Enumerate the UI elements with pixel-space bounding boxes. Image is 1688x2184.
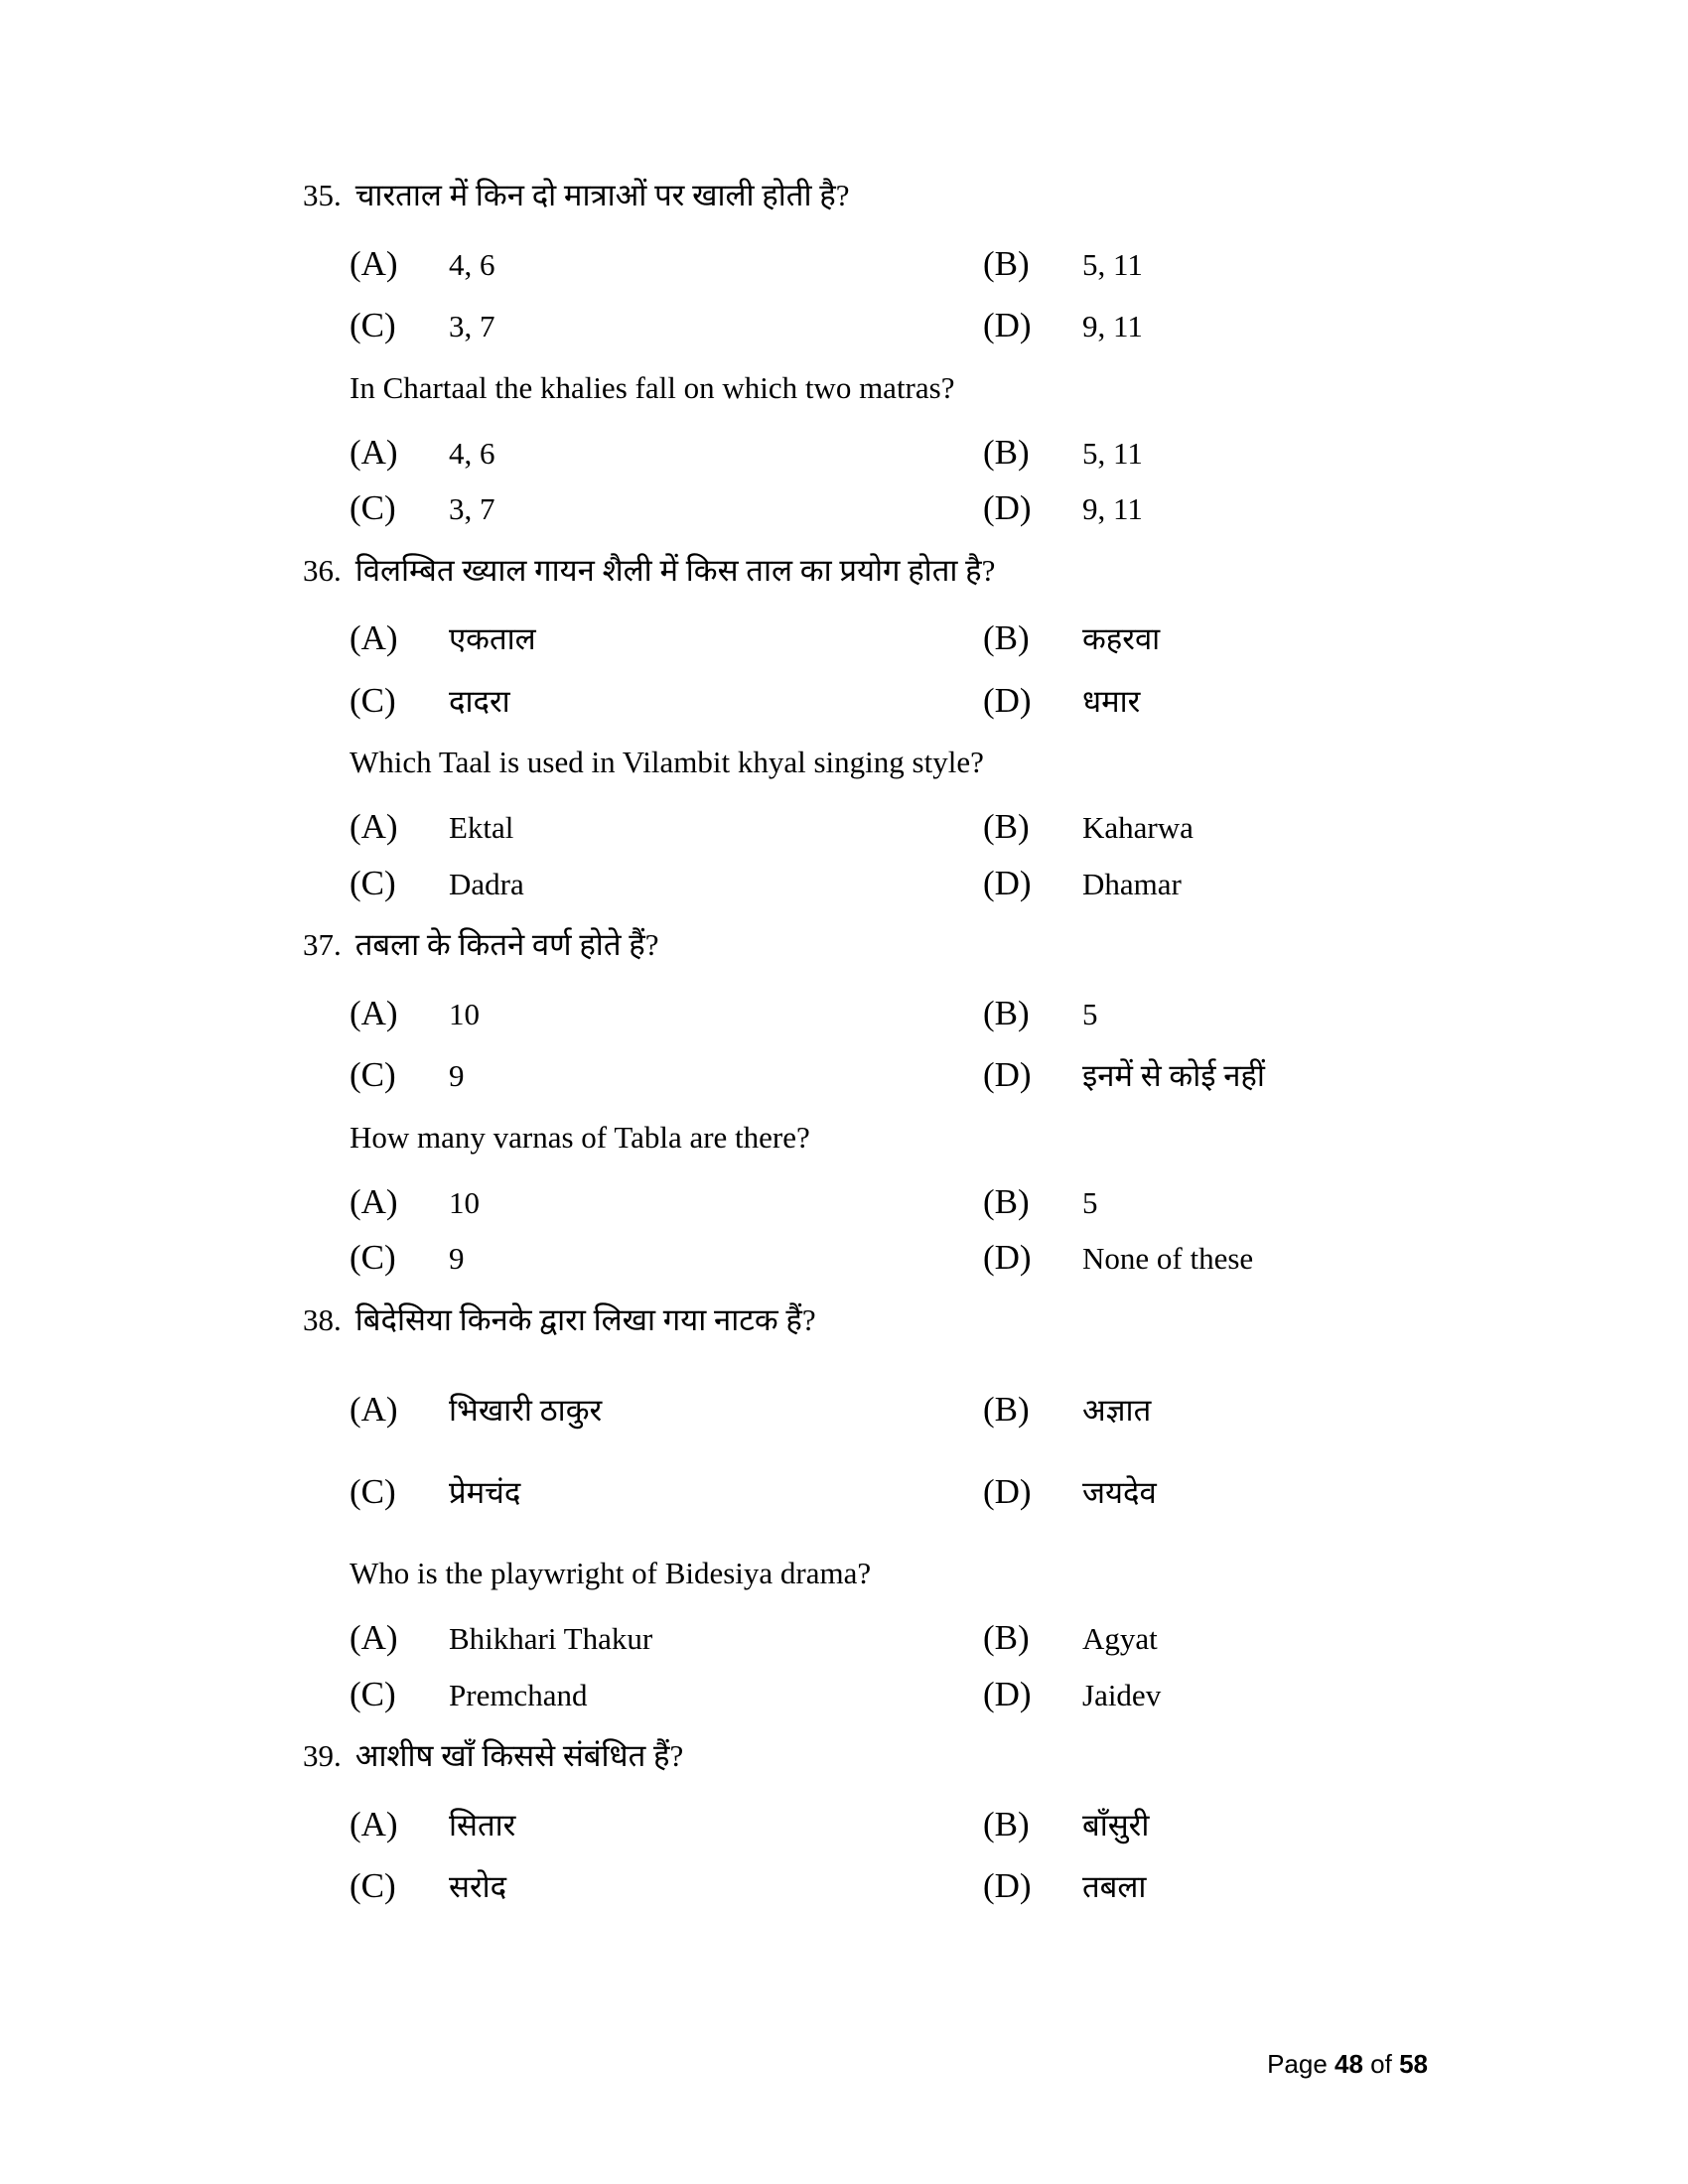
question-35-options-hindi bbox=[350, 245, 1460, 369]
question-38-options-english bbox=[350, 1619, 1460, 1731]
question-36 bbox=[303, 552, 1460, 921]
option-label: (C) bbox=[350, 1674, 396, 1713]
question-37-options-hindi bbox=[350, 995, 1460, 1119]
question-text-english: Which Taal is used in Vilambit khyal singing style? bbox=[350, 745, 984, 780]
option-label: (A) bbox=[350, 1390, 398, 1430]
option-label: (B) bbox=[983, 1618, 1030, 1657]
option-a bbox=[350, 619, 983, 658]
option-label: (B) bbox=[983, 618, 1030, 658]
option-a bbox=[350, 1183, 983, 1222]
question-text-hindi: तबला के कितने वर्ण होते हैं? bbox=[354, 927, 659, 962]
option-b bbox=[983, 1391, 1460, 1430]
option-b bbox=[983, 995, 1460, 1033]
option-text: 9 bbox=[449, 1241, 465, 1276]
footer-page-total: 58 bbox=[1399, 2049, 1428, 2079]
option-text: None of these bbox=[1082, 1241, 1254, 1276]
option-text: तबला bbox=[1082, 1869, 1147, 1905]
option-text: बाँसुरी bbox=[1082, 1807, 1150, 1843]
option-d bbox=[983, 307, 1460, 345]
option-text: 5, 11 bbox=[1082, 246, 1143, 282]
option-label: (A) bbox=[350, 993, 398, 1032]
option-b bbox=[983, 1183, 1460, 1222]
option-b bbox=[983, 1806, 1460, 1844]
option-label: (B) bbox=[983, 1181, 1030, 1221]
option-text: भिखारी ठाकुर bbox=[449, 1393, 603, 1429]
question-35-options-english bbox=[350, 434, 1460, 546]
option-text: 4, 6 bbox=[449, 435, 495, 471]
question-36-options-hindi bbox=[350, 619, 1460, 744]
question-36-hindi-title bbox=[303, 552, 1460, 591]
footer-page-current: 48 bbox=[1335, 2049, 1363, 2079]
option-b bbox=[983, 808, 1460, 847]
question-39-hindi-title bbox=[303, 1737, 1460, 1776]
option-text: 10 bbox=[449, 996, 480, 1031]
option-a bbox=[350, 1806, 983, 1844]
option-label: (A) bbox=[350, 1181, 398, 1221]
option-a bbox=[350, 995, 983, 1033]
option-text: जयदेव bbox=[1082, 1474, 1157, 1510]
option-label: (A) bbox=[350, 807, 398, 846]
option-text: कहरवा bbox=[1082, 621, 1161, 657]
question-36-options-english bbox=[350, 808, 1460, 920]
option-text: Kaharwa bbox=[1082, 810, 1194, 845]
option-label: (D) bbox=[983, 1055, 1032, 1095]
option-label: (A) bbox=[350, 1804, 398, 1843]
option-label: (C) bbox=[350, 306, 396, 345]
question-37 bbox=[303, 926, 1460, 1296]
option-d bbox=[983, 489, 1460, 528]
option-label: (B) bbox=[983, 1390, 1030, 1430]
option-text: Bhikhari Thakur bbox=[449, 1621, 653, 1656]
option-b bbox=[983, 434, 1460, 473]
option-text: इनमें से कोई नहीं bbox=[1082, 1058, 1265, 1094]
option-text: 3, 7 bbox=[449, 309, 495, 344]
question-text-hindi: बिदेसिया किनके द्वारा लिखा गया नाटक हैं? bbox=[354, 1301, 816, 1337]
option-b bbox=[983, 245, 1460, 284]
option-c bbox=[350, 865, 983, 903]
option-text: Agyat bbox=[1082, 1621, 1158, 1656]
option-c bbox=[350, 307, 983, 345]
question-39 bbox=[303, 1737, 1460, 1930]
option-a bbox=[350, 434, 983, 473]
option-text: Dadra bbox=[449, 866, 524, 901]
option-a bbox=[350, 1391, 983, 1430]
option-label: (D) bbox=[983, 680, 1032, 720]
option-text: एकताल bbox=[449, 621, 536, 657]
option-c bbox=[350, 1867, 983, 1906]
footer-page-label: Page bbox=[1267, 2049, 1336, 2079]
option-label: (A) bbox=[350, 1618, 398, 1657]
option-label: (A) bbox=[350, 618, 398, 658]
question-text-hindi: विलम्बित ख्याल गायन शैली में किस ताल का प्रयोग होता है? bbox=[354, 552, 996, 588]
footer-of-label: of bbox=[1362, 2049, 1400, 2079]
option-text: Ektal bbox=[449, 810, 514, 845]
option-c bbox=[350, 682, 983, 721]
question-38-options-hindi bbox=[350, 1391, 1460, 1555]
question-number: 37. bbox=[303, 927, 342, 962]
option-label: (A) bbox=[350, 432, 398, 472]
question-38 bbox=[303, 1301, 1460, 1732]
option-label: (D) bbox=[983, 1674, 1032, 1713]
option-d bbox=[983, 865, 1460, 903]
option-c bbox=[350, 1473, 983, 1512]
option-label: (D) bbox=[983, 488, 1032, 527]
option-text: 5, 11 bbox=[1082, 435, 1143, 471]
option-b bbox=[983, 619, 1460, 658]
option-d bbox=[983, 1239, 1460, 1278]
question-text-hindi: आशीष खाँ किससे संबंधित हैं? bbox=[354, 1738, 684, 1773]
option-text: सरोद bbox=[449, 1869, 507, 1905]
option-label: (D) bbox=[983, 863, 1032, 902]
question-number: 38. bbox=[303, 1301, 342, 1337]
option-text: सितार bbox=[449, 1807, 516, 1843]
option-label: (C) bbox=[350, 1471, 396, 1511]
option-d bbox=[983, 682, 1460, 721]
option-label: (B) bbox=[983, 993, 1030, 1032]
option-text: 5 bbox=[1082, 1184, 1098, 1220]
option-b bbox=[983, 1619, 1460, 1658]
option-text: दादरा bbox=[449, 683, 510, 719]
option-label: (D) bbox=[983, 1471, 1032, 1511]
option-label: (D) bbox=[983, 306, 1032, 345]
option-a bbox=[350, 1619, 983, 1658]
option-text: 9 bbox=[449, 1058, 465, 1094]
option-label: (C) bbox=[350, 863, 396, 902]
option-text: 5 bbox=[1082, 996, 1098, 1031]
option-text: 3, 7 bbox=[449, 491, 495, 526]
question-37-hindi-title bbox=[303, 926, 1460, 965]
option-text: Dhamar bbox=[1082, 866, 1182, 901]
option-label: (D) bbox=[983, 1238, 1032, 1277]
question-text-english: Who is the playwright of Bidesiya drama? bbox=[350, 1556, 872, 1591]
option-c bbox=[350, 1676, 983, 1714]
questions-list bbox=[303, 177, 1460, 1936]
question-number: 39. bbox=[303, 1738, 342, 1773]
option-label: (B) bbox=[983, 807, 1030, 846]
option-a bbox=[350, 808, 983, 847]
option-text: Jaidev bbox=[1082, 1677, 1162, 1712]
question-38-hindi-title bbox=[303, 1301, 1460, 1340]
question-35 bbox=[303, 177, 1460, 546]
page-footer bbox=[1238, 2018, 1428, 2111]
option-text: 10 bbox=[449, 1184, 480, 1220]
option-d bbox=[983, 1473, 1460, 1512]
question-text-english: In Chartaal the khalies fall on which two matras? bbox=[350, 369, 955, 405]
question-text-hindi: चारताल में किन दो मात्राओं पर खाली होती है? bbox=[354, 178, 850, 212]
question-number: 35. bbox=[303, 178, 342, 212]
question-text-english: How many varnas of Tabla are there? bbox=[350, 1119, 810, 1155]
option-label: (B) bbox=[983, 1804, 1030, 1843]
option-c bbox=[350, 1056, 983, 1095]
option-text: Premchand bbox=[449, 1677, 588, 1712]
option-label: (B) bbox=[983, 243, 1030, 283]
question-39-options-hindi bbox=[350, 1806, 1460, 1930]
option-text: अज्ञात bbox=[1082, 1393, 1152, 1429]
option-label: (C) bbox=[350, 1055, 396, 1095]
option-label: (C) bbox=[350, 680, 396, 720]
option-label: (C) bbox=[350, 488, 396, 527]
option-c bbox=[350, 489, 983, 528]
option-text: 9, 11 bbox=[1082, 491, 1143, 526]
option-label: (B) bbox=[983, 432, 1030, 472]
option-label: (D) bbox=[983, 1866, 1032, 1906]
option-text: 9, 11 bbox=[1082, 309, 1143, 344]
option-text: धमार bbox=[1082, 683, 1141, 719]
question-37-options-english bbox=[350, 1183, 1460, 1296]
option-d bbox=[983, 1676, 1460, 1714]
question-35-hindi-title bbox=[303, 177, 1460, 215]
option-label: (C) bbox=[350, 1238, 396, 1277]
option-d bbox=[983, 1867, 1460, 1906]
option-c bbox=[350, 1239, 983, 1278]
option-a bbox=[350, 245, 983, 284]
question-number: 36. bbox=[303, 552, 342, 588]
option-label: (C) bbox=[350, 1866, 396, 1906]
option-text: 4, 6 bbox=[449, 246, 495, 282]
option-d bbox=[983, 1056, 1460, 1095]
option-text: प्रेमचंद bbox=[449, 1474, 521, 1510]
option-label: (A) bbox=[350, 243, 398, 283]
